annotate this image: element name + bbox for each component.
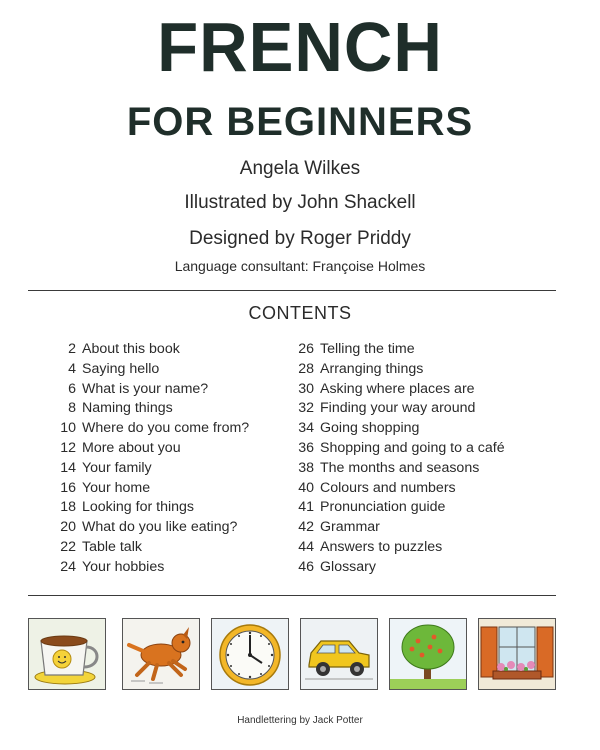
toc-page-number: 10 [60,420,76,437]
toc-title: What is your name? [82,380,209,397]
toc-entry[interactable] [50,399,249,419]
toc-entry[interactable] [290,459,505,479]
contents-heading: CONTENTS [248,303,352,323]
toc-entry[interactable] [50,538,249,558]
toc-page-number: 30 [298,380,314,397]
toc-entry[interactable] [290,498,505,518]
toc-left-column [50,340,249,578]
toc-title: What do you like eating? [82,519,238,536]
toc-entry[interactable] [290,538,505,558]
toc-page-number: 41 [298,499,314,516]
car-icon [300,618,378,690]
toc-title: Grammar [320,519,380,536]
toc-page-number: 16 [60,479,76,496]
toc-title: Telling the time [320,341,415,357]
toc-title: Shopping and going to a café [320,439,505,456]
toc-page-number: 6 [68,380,76,397]
illustrator-credit: Illustrated by John Shackell [184,192,416,213]
toc-entry[interactable] [290,439,505,459]
toc-title: The months and seasons [320,459,480,476]
clock-icon [211,618,289,690]
toc-title: Your hobbies [82,558,165,575]
toc-page-number: 26 [298,341,314,357]
toc-title: Answers to puzzles [320,538,443,555]
toc-title: Glossary [320,558,376,575]
toc-right-column [290,340,505,578]
toc-page-number: 32 [298,400,314,417]
toc-page-number: 2 [68,341,76,357]
handlettering-credit: Handlettering by Jack Potter [237,715,363,726]
toc-page-number: 42 [298,519,314,536]
coffee-cup-icon [28,618,106,690]
toc-title: Going shopping [320,420,420,437]
toc-page-number: 20 [60,519,76,536]
window-flowers-icon [478,618,556,690]
toc-entry[interactable] [290,518,505,538]
toc-entry[interactable] [290,380,505,400]
toc-page-number: 4 [68,360,76,377]
toc-page-number: 36 [298,439,314,456]
book-title: FRENCH [157,8,443,86]
toc-entry[interactable] [290,399,505,419]
toc-page-number: 22 [60,538,76,555]
toc-entry[interactable] [50,340,249,360]
toc-title: Arranging things [320,360,424,377]
running-dog-icon [122,618,200,690]
toc-entry[interactable] [290,558,505,578]
toc-page-number: 34 [298,420,314,437]
toc-title: Naming things [82,400,173,417]
designer-credit: Designed by Roger Priddy [189,228,411,249]
toc-entry[interactable] [50,380,249,400]
toc-entry[interactable] [290,479,505,499]
toc-title: Your home [82,479,151,496]
author-credit: Angela Wilkes [239,158,361,179]
toc-page-number: 38 [298,459,314,476]
toc-title: More about you [82,439,181,456]
toc-page-number: 8 [68,400,76,417]
toc-entry[interactable] [50,498,249,518]
toc-title: Table talk [82,538,142,555]
book-subtitle: FOR BEGINNERS [126,100,474,144]
toc-title: Where do you come from? [82,420,250,437]
toc-entry[interactable] [290,360,505,380]
toc-title: Looking for things [82,499,194,516]
toc-page-number: 28 [298,360,314,377]
toc-title: Your family [82,459,152,476]
toc-page-number: 44 [298,538,314,555]
toc-title: Finding your way around [320,400,476,417]
toc-entry[interactable] [50,518,249,538]
illustration-strip [28,618,576,698]
toc-entry[interactable] [50,479,249,499]
toc-page-number: 40 [298,479,314,496]
toc-entry[interactable] [50,419,249,439]
toc-title: Asking where places are [320,380,475,397]
toc-title: Colours and numbers [320,479,456,496]
toc-title: About this book [82,341,180,357]
toc-entry[interactable] [50,439,249,459]
toc-page-number: 18 [60,499,76,516]
toc-title: Pronunciation guide [320,499,446,516]
toc-entry[interactable] [50,558,249,578]
toc-entry[interactable] [290,340,505,360]
toc-page-number: 46 [298,558,314,575]
toc-entry[interactable] [50,459,249,479]
toc-page-number: 12 [60,439,76,456]
toc-page-number: 14 [60,459,76,476]
consultant-credit: Language consultant: Françoise Holmes [174,258,426,274]
bottom-divider [28,595,556,596]
top-divider [28,290,556,291]
toc-entry[interactable] [50,360,249,380]
toc-title: Saying hello [82,360,160,377]
tree-icon [389,618,467,690]
toc-page-number: 24 [60,558,76,575]
toc-entry[interactable] [290,419,505,439]
